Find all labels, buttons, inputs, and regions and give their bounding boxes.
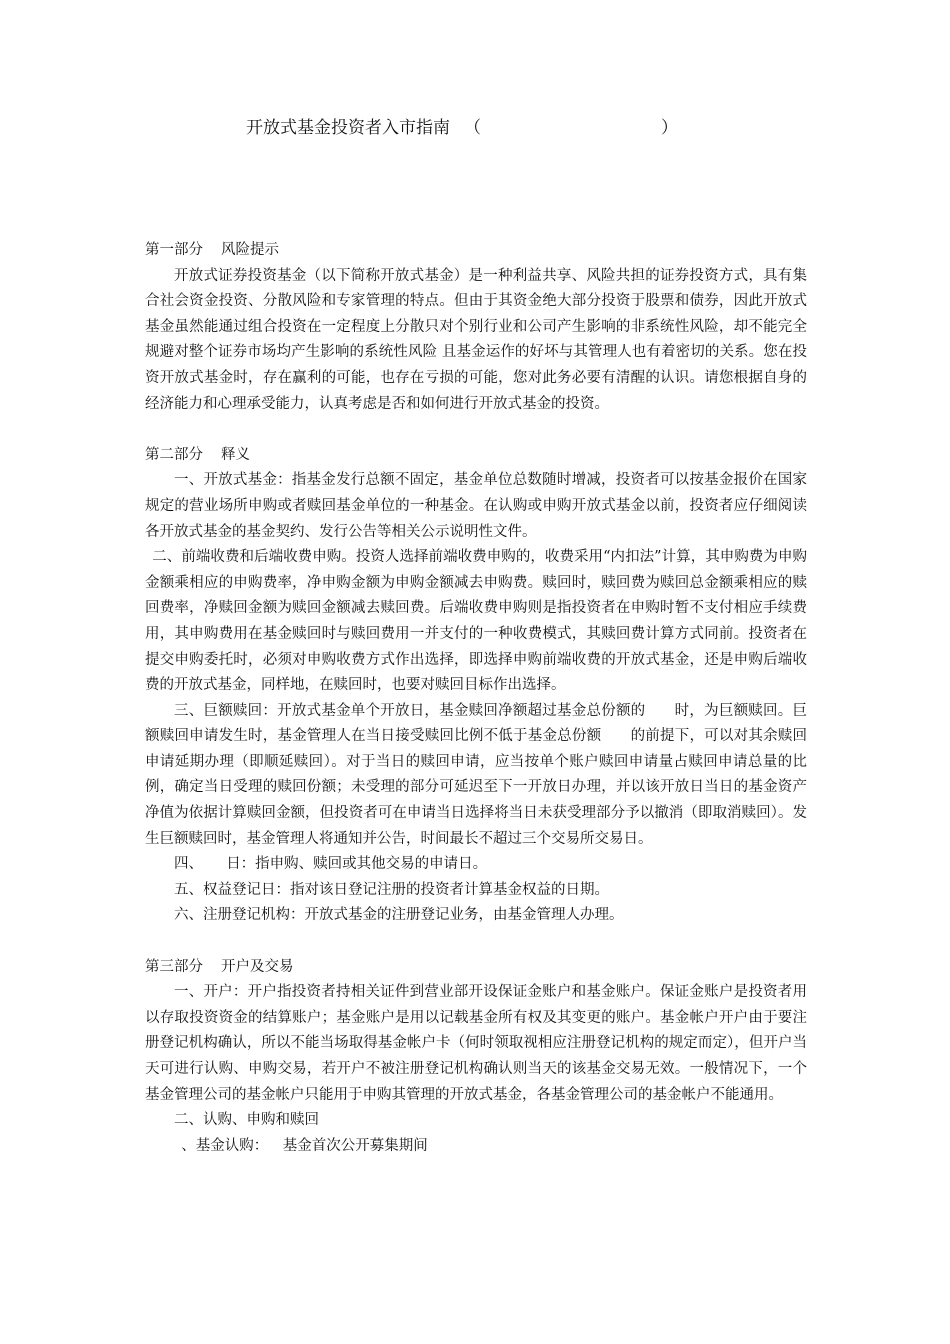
section-heading-definitions bbox=[145, 443, 807, 469]
section-part-label: 第二部分 bbox=[145, 446, 203, 463]
section-name: 开户及交易 bbox=[221, 958, 294, 975]
section-part-label: 第三部分 bbox=[145, 958, 203, 975]
fund-subscription-text: 基金首次公开募集期间 bbox=[282, 1137, 428, 1154]
paragraph-account-opening: 一、开户：开户指投资者持相关证件到营业部开设保证金账户和基金账户。保证金账户是投资者用以存取投资资金的结算账户；基金账户是用以记载基金所有权及其变更的账户。基金帐户开户由于要注册登记机构确认，所以不能当场取得基金帐户卡（何时领取视相应注册登记机构的规定而定），但开户当天可进行认购、申购交易，若开户不被注册登记机构确认则当天的该基金交易无效。一般情况下，一个基金管理公司的基金帐户只能用于申购其管理的开放式基金，各基金管理公司的基金帐户不能通用。 bbox=[145, 984, 807, 1103]
section-name: 释义 bbox=[221, 446, 250, 463]
large-redemption-part-3: 的前提下，可以对其余赎回申请延期办理（即顺延赎回）。对于当日的赎回申请，应当按单个账户赎回申请量占赎回申请总量的比例，确定当日受理的赎回份额；未受理的部分可延迟至下一开放日办理，并以该开放日当日的基金资产净值为依据计算赎回金额，但投资者可在申请当日选择将当日未获受理部分予以撤消（即取消赎回）。发生巨额赎回时，基金管理人将通知并公告，时间最长不超过三个交易所交易日。 bbox=[145, 728, 808, 847]
section-heading-account-trading bbox=[145, 955, 807, 981]
large-redemption-part-1: 三、巨额赎回：开放式基金单个开放日，基金赎回净额超过基金总份额的 bbox=[174, 702, 646, 719]
paragraph-registrar: 六、注册登记机构：开放式基金的注册登记业务，由基金管理人办理。 bbox=[174, 907, 624, 924]
large-redemption-part-2: 时，为巨额赎回。巨额赎回申请发生时，基金管理人在当日接受赎回比例不低于基金总份额 bbox=[145, 702, 808, 745]
paragraph-open-end-fund: 一、开放式基金：指基金发行总额不固定，基金单位总数随时增减，投资者可以按基金报价在国家规定的营业场所申购或者赎回基金单位的一种基金。在认购或申购开放式基金以前，投资者应仔细阅读各开放式基金的基金契约、发行公告等相关公示说明性文件。 bbox=[145, 472, 807, 540]
paragraph-front-back-fee: 二、前端收费和后端收费申购。投资人选择前端收费申购的，收费采用“内扣法”计算，其申购费为申购金额乘相应的申购费率，净申购金额为申购金额减去申购费。赎回时，赎回费为赎回总金额乘相应的赎回费率，净赎回金额为赎回金额减去赎回费。后端收费申购则是指投资者在申购时暂不支付相应手续费用，其申购费用在基金赎回时与赎回费用一并支付的一种收费模式，其赎回费计算方式同前。投资者在提交申购委托时，必须对申购收费方式作出选择，即选择申购前端收费的开放式基金，还是申购后端收费的开放式基金，同样地，在赎回时，也要对赎回目标作出选择。 bbox=[145, 549, 807, 694]
paragraph-t-day bbox=[145, 852, 807, 878]
fund-subscription-label: 、基金认购： bbox=[181, 1137, 269, 1154]
section-heading-risk bbox=[145, 238, 807, 264]
title-close-paren: ） bbox=[661, 118, 678, 138]
paragraph-fund-subscription bbox=[145, 1134, 807, 1160]
t-day-number: 四、 bbox=[174, 856, 203, 873]
document-body bbox=[145, 238, 807, 1159]
document-title-line bbox=[246, 116, 678, 140]
document-title: 开放式基金投资者入市指南 bbox=[246, 118, 450, 138]
section-name: 风险提示 bbox=[221, 242, 279, 258]
paragraph-record-date: 五、权益登记日：指对该日登记注册的投资者计算基金权益的日期。 bbox=[174, 881, 609, 898]
paragraph-large-redemption bbox=[145, 699, 807, 853]
title-open-paren: （ bbox=[464, 118, 481, 138]
paragraph-risk: 开放式证券投资基金（以下简称开放式基金）是一种利益共享、风险共担的证券投资方式，具有集合社会资金投资、分散风险和专家管理的特点。但由于其资金绝大部分投资于股票和债券，因此开放式基金虽然能通过组合投资在一定程度上分散只对个别行业和公司产生影响的非系统性风险，却不能完全规避对整个证券市场均产生影响的系统性风险 且基金运作的好坏与其管理人也有着密切的关系。您在投资开放式基金时，存在赢利的可能，也存在亏损的可能，您对此务必要有清醒的认识。请您根据自身的经济能力和心理承受能力，认真考虑是否和如何进行开放式基金的投资。 bbox=[145, 267, 807, 412]
t-day-definition: 日：指申购、赎回或其他交易的申请日。 bbox=[226, 856, 488, 873]
paragraph-subscription-heading: 二、认购、申购和赎回 bbox=[174, 1112, 319, 1129]
section-part-label: 第一部分 bbox=[145, 242, 203, 258]
